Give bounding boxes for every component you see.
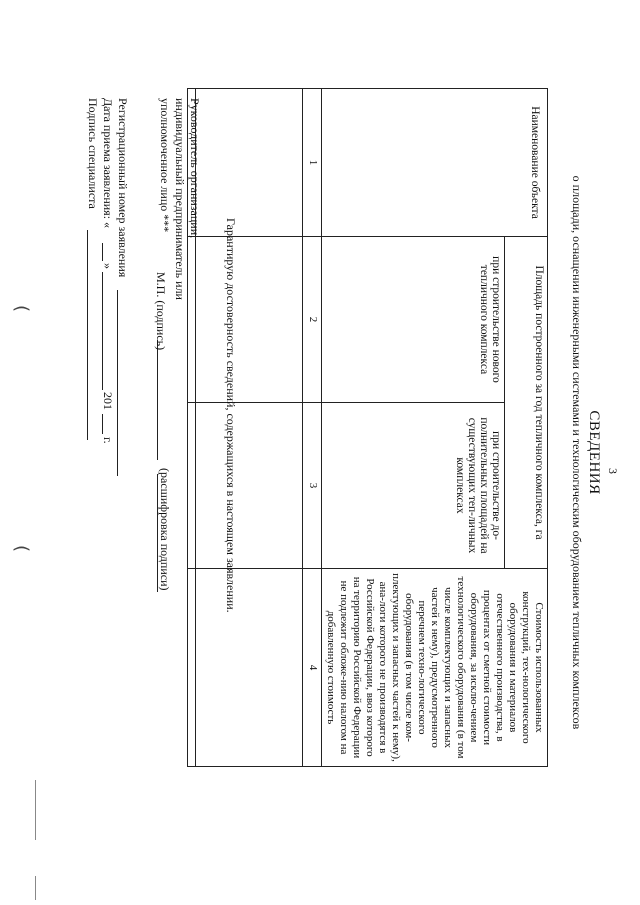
date-year-line[interactable]	[102, 414, 103, 434]
header-cost: Стоимость использованных конструкций, тех-нологического оборудования и материалов отечественного производства, в процентах от сметной стоимости оборудования, за исклю-чением технологического оборудования (в том числе комплектующих и запасных частей к нему), предусмотренного перечнем техно-логического оборудования (в том числе ком-плектующих и запасных частей к нему), ана-логи которого не производятся в Российской Федерации, ввоз которого на территорию Российской Федерации не подлежит обложе-нию налогом на добавленную стоимость	[322, 569, 548, 767]
column-number-1: 1	[303, 89, 322, 237]
date-month-line[interactable]	[102, 272, 103, 390]
bracket-mark-2: (	[11, 545, 32, 553]
header-area-additional: при строительстве до-полнительных площадей на существующих теп-личных комплексах	[322, 403, 505, 569]
date-day-line[interactable]	[102, 243, 103, 261]
bracket-mark-1: (	[11, 305, 32, 313]
date-year-suffix: г.	[101, 437, 115, 444]
date-received-label: Дата приема заявления: «	[101, 98, 115, 229]
footer-rule-dashed	[35, 780, 36, 840]
date-year-prefix: 201	[101, 392, 115, 410]
table-row	[196, 89, 303, 767]
registration-number-label: Регистрационный номер заявления	[116, 98, 130, 278]
table-cell[interactable]	[196, 237, 303, 403]
footer-rule	[35, 876, 36, 900]
signatory-line-3: уполномоченное лицо ***	[158, 98, 172, 233]
signature-decode-label: (расшифровка подписи)	[158, 468, 172, 591]
document-subtitle: о площади, оснащении инженерными системами и технологическим оборудованием тепличных комплексов	[570, 175, 584, 730]
table-cell[interactable]	[196, 569, 303, 767]
greenhouse-info-table	[187, 88, 548, 767]
document-title: СВЕДЕНИЯ	[586, 410, 602, 495]
table-cell[interactable]	[196, 89, 303, 237]
stamp-sign-label: М.П. (подпись)	[154, 272, 168, 351]
header-area: Площадь построенного за год тепличного комплекса, га	[505, 237, 548, 569]
column-number-3: 3	[303, 403, 322, 569]
column-number-4: 4	[303, 569, 322, 767]
registration-number-line[interactable]	[117, 290, 118, 476]
specialist-signature-label: Подпись специалиста	[86, 98, 100, 209]
column-number-2: 2	[303, 237, 322, 403]
page-number: 3	[606, 468, 620, 474]
signatory-line-1: Руководитель организации,	[188, 98, 202, 239]
date-quote-close: »	[101, 263, 115, 269]
guarantee-statement: Гарантирую достоверность сведений, содержащихся в настоящем заявлении.	[224, 218, 238, 613]
signatory-line-2: индивидуальный предприниматель или	[173, 98, 187, 300]
signature-line[interactable]	[157, 340, 158, 460]
table-cell[interactable]	[196, 403, 303, 569]
specialist-signature-line[interactable]	[87, 230, 88, 440]
header-area-new: при строительстве нового тепличного комплекса	[322, 237, 505, 403]
header-object-name: Наименование объекта	[322, 89, 548, 237]
